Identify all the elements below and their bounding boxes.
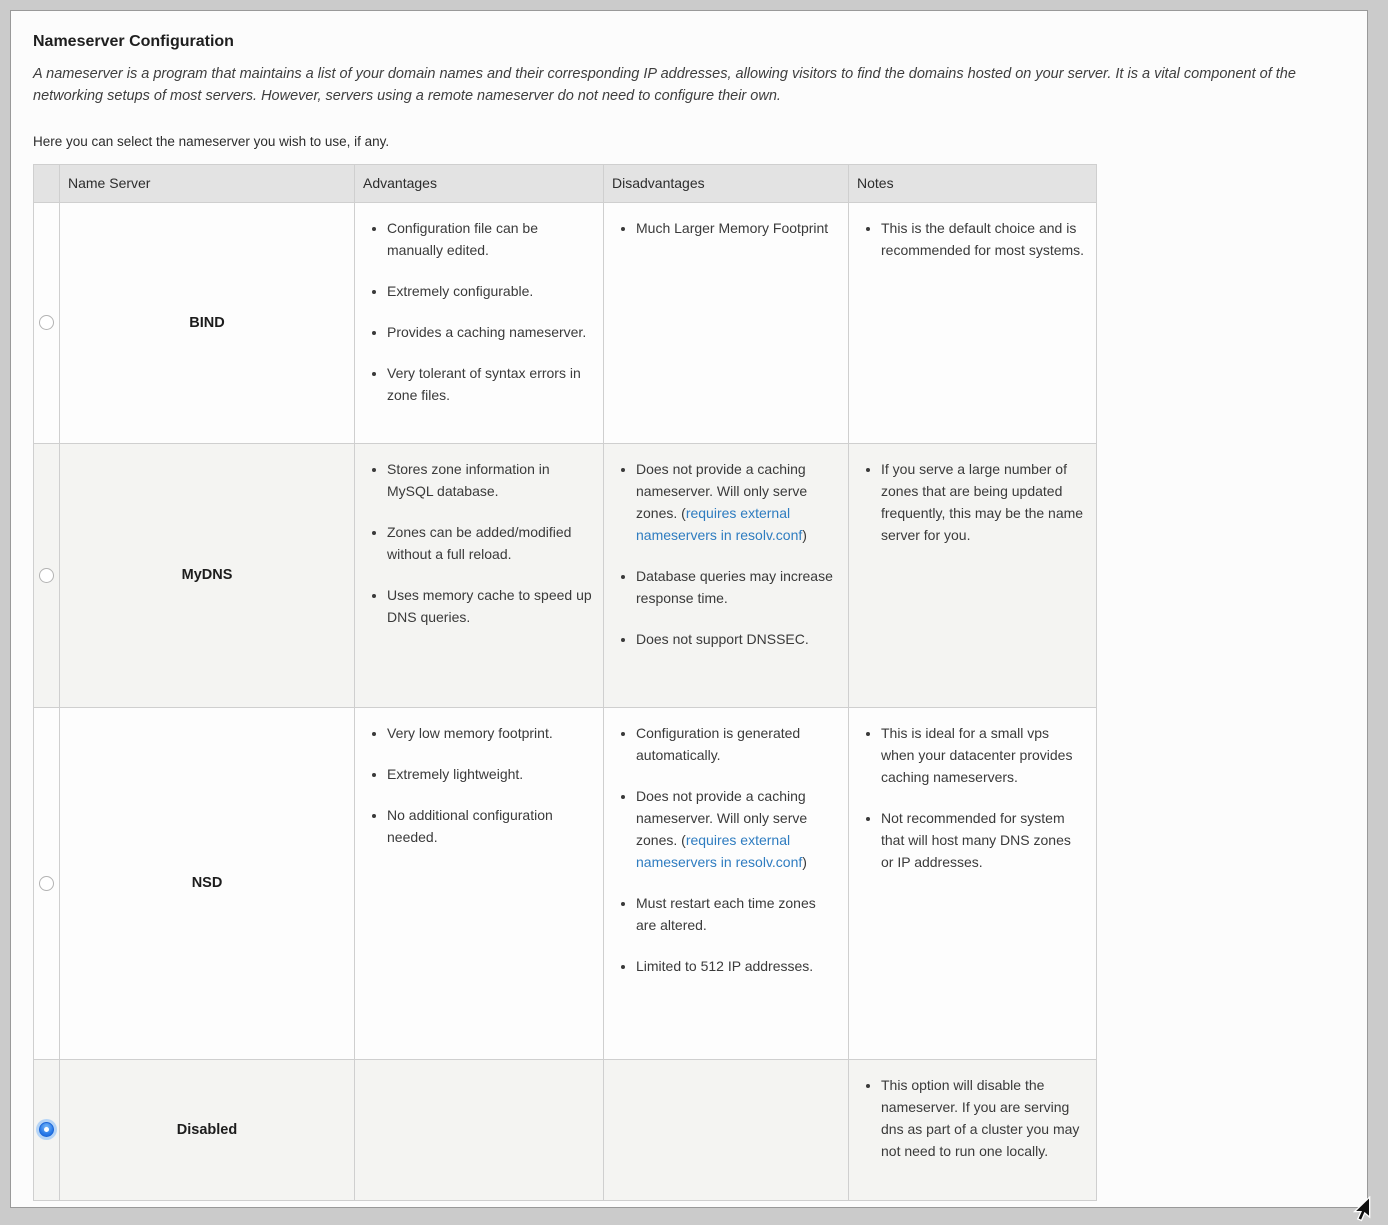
list-item: • Much Larger Memory Footprint (636, 217, 838, 239)
list-item: • Extremely lightweight. (387, 763, 593, 785)
nameserver-name: BIND (189, 314, 225, 331)
list-item: • Does not support DNSSEC. (636, 628, 838, 650)
radio-cell-bind (34, 202, 60, 443)
table-row-nsd (34, 707, 1097, 1059)
list-item: • Extremely configurable. (387, 280, 593, 302)
disadvantages-list (606, 217, 838, 239)
list-item: • Does not provide a caching nameserver. Will only serve zones. (requires external nameservers in resolv.conf) (636, 458, 838, 546)
disadvantages-list (606, 458, 838, 650)
notes-list (851, 722, 1086, 873)
page-instruction: Here you can select the nameserver you wish to use, if any. (33, 133, 390, 149)
list-item: • Configuration file can be manually edited. (387, 217, 593, 261)
table-header (34, 164, 1097, 202)
advantages-list (357, 217, 593, 406)
list-item: • Stores zone information in MySQL database. (387, 458, 593, 502)
nameserver-name-cell (60, 1059, 355, 1200)
advantages-cell (355, 202, 604, 443)
notes-cell (849, 202, 1097, 443)
disadvantages-cell (604, 202, 849, 443)
notes-cell (849, 1059, 1097, 1200)
table-row-mydns (34, 443, 1097, 707)
list-item: • No additional configuration needed. (387, 804, 593, 848)
radio-column-header (34, 164, 60, 202)
list-item: • Not recommended for system that will host many DNS zones or IP addresses. (881, 807, 1086, 873)
radio-disabled[interactable] (39, 1122, 54, 1137)
list-item: • If you serve a large number of zones that are being updated frequently, this may be the name server for you. (881, 458, 1086, 546)
list-item: • Does not provide a caching nameserver. Will only serve zones. (requires external nameservers in resolv.conf) (636, 785, 838, 873)
nameserver-name: Disabled (176, 1121, 238, 1138)
column-header-disadvantages: Disadvantages (604, 164, 849, 202)
nameserver-name-cell (60, 202, 355, 443)
notes-cell (849, 707, 1097, 1059)
advantages-cell (355, 1059, 604, 1200)
nameserver-name-cell (60, 443, 355, 707)
nameserver-name-cell (60, 707, 355, 1059)
radio-cell-nsd (34, 707, 60, 1059)
nameserver-name: MyDNS (181, 567, 233, 584)
list-item: • Very tolerant of syntax errors in zone files. (387, 362, 593, 406)
radio-mydns[interactable] (39, 568, 54, 583)
radio-bind[interactable] (39, 315, 54, 330)
list-item: • Limited to 512 IP addresses. (636, 955, 838, 977)
list-item: • Zones can be added/modified without a full reload. (387, 521, 593, 565)
list-item: • This is the default choice and is recommended for most systems. (881, 217, 1086, 261)
table-row-bind (34, 202, 1097, 443)
table-row-disabled (34, 1059, 1097, 1200)
list-item: • Database queries may increase response time. (636, 565, 838, 609)
page-description: A nameserver is a program that maintains a list of your domain names and their corresponding IP addresses, allowing visitors to find the domains hosted on your server. It is a vital component of the networking setups of most servers. However, servers using a remote nameserver do not need to configure their own. (33, 66, 1296, 105)
column-header-notes: Notes (849, 164, 1097, 202)
list-item: • Uses memory cache to speed up DNS queries. (387, 584, 593, 628)
column-header-name-server: Name Server (60, 164, 355, 202)
advantages-cell (355, 707, 604, 1059)
nameserver-table (33, 164, 1097, 1201)
notes-list (851, 458, 1086, 546)
radio-nsd[interactable] (39, 876, 54, 891)
advantages-list (357, 722, 593, 848)
notes-cell (849, 443, 1097, 707)
resolv-conf-link[interactable]: requires external nameservers in resolv.conf (636, 504, 803, 543)
list-item: • Provides a caching nameserver. (387, 321, 593, 343)
notes-list (851, 217, 1086, 261)
radio-cell-mydns (34, 443, 60, 707)
disadvantages-cell (604, 1059, 849, 1200)
list-item: • This option will disable the nameserver. If you are serving dns as part of a cluster you may not need to run one locally. (881, 1074, 1086, 1162)
advantages-list (357, 458, 593, 628)
nameserver-table-body (34, 202, 1097, 1200)
disadvantages-cell (604, 443, 849, 707)
list-item: • Must restart each time zones are altered. (636, 892, 838, 936)
resolv-conf-link[interactable]: requires external nameservers in resolv.conf (636, 831, 803, 870)
list-item: • This is ideal for a small vps when your datacenter provides caching nameservers. (881, 722, 1086, 788)
nameserver-name: NSD (191, 875, 223, 892)
disadvantages-list (606, 722, 838, 977)
list-item: • Configuration is generated automatically. (636, 722, 838, 766)
advantages-cell (355, 443, 604, 707)
notes-list (851, 1074, 1086, 1162)
disadvantages-cell (604, 707, 849, 1059)
radio-cell-disabled (34, 1059, 60, 1200)
page-title: Nameserver Configuration (33, 33, 234, 50)
content-panel (10, 10, 1368, 1208)
column-header-advantages: Advantages (355, 164, 604, 202)
list-item: • Very low memory footprint. (387, 722, 593, 744)
